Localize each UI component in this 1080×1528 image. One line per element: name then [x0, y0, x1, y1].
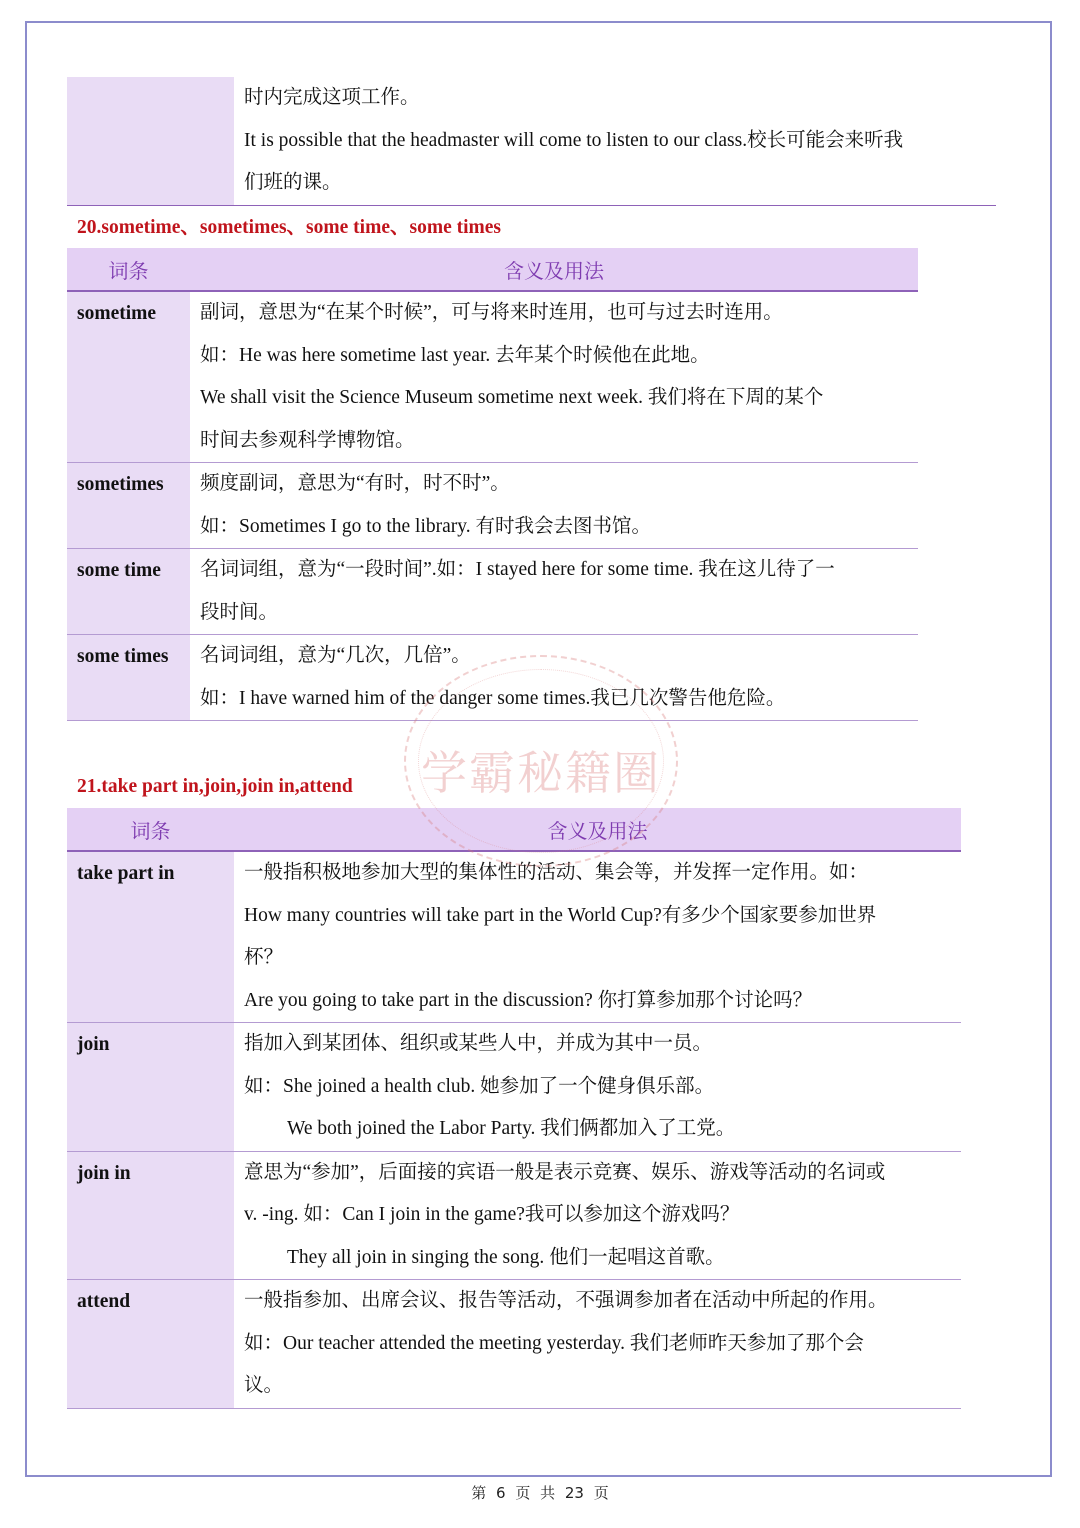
definition-line: They all join in singing the song. 他们一起唱这首歌。 — [287, 1246, 725, 1268]
header-term: 词条 — [67, 808, 234, 851]
table-row — [67, 463, 918, 549]
definition-line: We shall visit the Science Museum sometime next week. 我们将在下周的某个 — [200, 387, 824, 408]
term-cell: attend — [67, 1280, 234, 1409]
definition-cell — [234, 1151, 961, 1280]
term-cell: join in — [67, 1151, 234, 1280]
section-20-title: 20.sometime、sometimes、some time、some times — [77, 217, 501, 238]
table-row — [67, 635, 918, 721]
table-row — [67, 1151, 961, 1280]
definition-line: 如：He was here sometime last year. 去年某个时候他在此地。 — [200, 344, 710, 366]
section-21-title: 21.take part in,join,join in,attend — [77, 776, 353, 797]
table-header — [67, 808, 961, 851]
header-term: 词条 — [67, 248, 190, 291]
watermark-text: 学霸秘籍圈 — [421, 746, 661, 800]
definition-line: 指加入到某团体、组织或某些人中，并成为其中一员。 — [244, 1033, 713, 1054]
definition-line: 时间去参观科学博物馆。 — [200, 429, 415, 451]
table-row — [67, 1023, 961, 1152]
continued-table — [67, 77, 996, 206]
definition-line: v. -ing. 如：Can I join in the game?我可以参加这个游戏吗？ — [244, 1204, 740, 1225]
table-row — [67, 549, 918, 635]
term-cell: some times — [67, 635, 190, 721]
continued-row — [67, 77, 996, 205]
definition-line: 杯？ — [244, 947, 284, 968]
definition-line: Are you going to take part in the discussion? 你打算参加那个讨论吗？ — [244, 989, 813, 1011]
definition-line: How many countries will take part in the World Cup?有多少个国家要参加世界 — [244, 904, 877, 926]
definition-cell — [190, 463, 918, 549]
table-header — [67, 248, 918, 291]
definition-line: 一般指参加、出席会议、报告等活动，不强调参加者在活动中所起的作用。 — [244, 1290, 888, 1311]
term-cell: some time — [67, 549, 190, 635]
continued-definition — [234, 77, 996, 205]
header-meaning: 含义及用法 — [234, 808, 961, 851]
definition-line: 如：She joined a health club. 她参加了一个健身俱乐部。 — [244, 1075, 715, 1097]
continued-term-cell — [67, 77, 234, 205]
term-cell: join — [67, 1023, 234, 1152]
definition-line: 频度副词，意思为“有时，时不时”。 — [200, 473, 510, 494]
term-cell: sometime — [67, 291, 190, 463]
definition-line: 议。 — [244, 1375, 284, 1396]
definition-line: We both joined the Labor Party. 我们俩都加入了工党。 — [287, 1118, 736, 1139]
definition-line: 副词，意思为“在某个时候”，可与将来时连用，也可与过去时连用。 — [200, 302, 783, 323]
header-meaning: 含义及用法 — [190, 248, 918, 291]
term-cell: sometimes — [67, 463, 190, 549]
section-20-table — [67, 248, 918, 721]
definition-line: 们班的课。 — [244, 172, 342, 193]
table-row — [67, 1280, 961, 1409]
page-number: 第 6 页 共 23 页 — [471, 1484, 609, 1502]
definition-line: 时内完成这项工作。 — [244, 87, 420, 108]
table-row — [67, 851, 961, 1023]
definition-line: 名词词组，意为“一段时间”.如：I stayed here for some time. 我在这儿待了一 — [200, 559, 835, 580]
definition-cell — [234, 1280, 961, 1409]
definition-line: It is possible that the headmaster will come to listen to our class.校长可能会来听我 — [244, 129, 904, 151]
definition-line: 如：Sometimes I go to the library. 有时我会去图书馆。 — [200, 515, 651, 537]
definition-line: 段时间。 — [200, 601, 279, 623]
definition-line: 意思为“参加”，后面接的宾语一般是表示竞赛、娱乐、游戏等活动的名词或 — [244, 1161, 886, 1183]
definition-cell — [234, 1023, 961, 1152]
definition-line: 如：Our teacher attended the meeting yesterday. 我们老师昨天参加了那个会 — [244, 1332, 864, 1354]
term-cell: take part in — [67, 851, 234, 1023]
table-row — [67, 291, 918, 463]
definition-line: 名词词组，意为“几次，几倍”。 — [200, 645, 471, 666]
definition-cell — [190, 635, 918, 721]
definition-line: 如：I have warned him of the danger some times.我已几次警告他危险。 — [200, 687, 786, 709]
definition-cell — [234, 851, 961, 1023]
section-21-table — [67, 808, 961, 1409]
definition-line: 一般指积极地参加大型的集体性的活动、集会等，并发挥一定作用。如： — [244, 862, 869, 883]
definition-cell — [190, 291, 918, 463]
definition-cell — [190, 549, 918, 635]
